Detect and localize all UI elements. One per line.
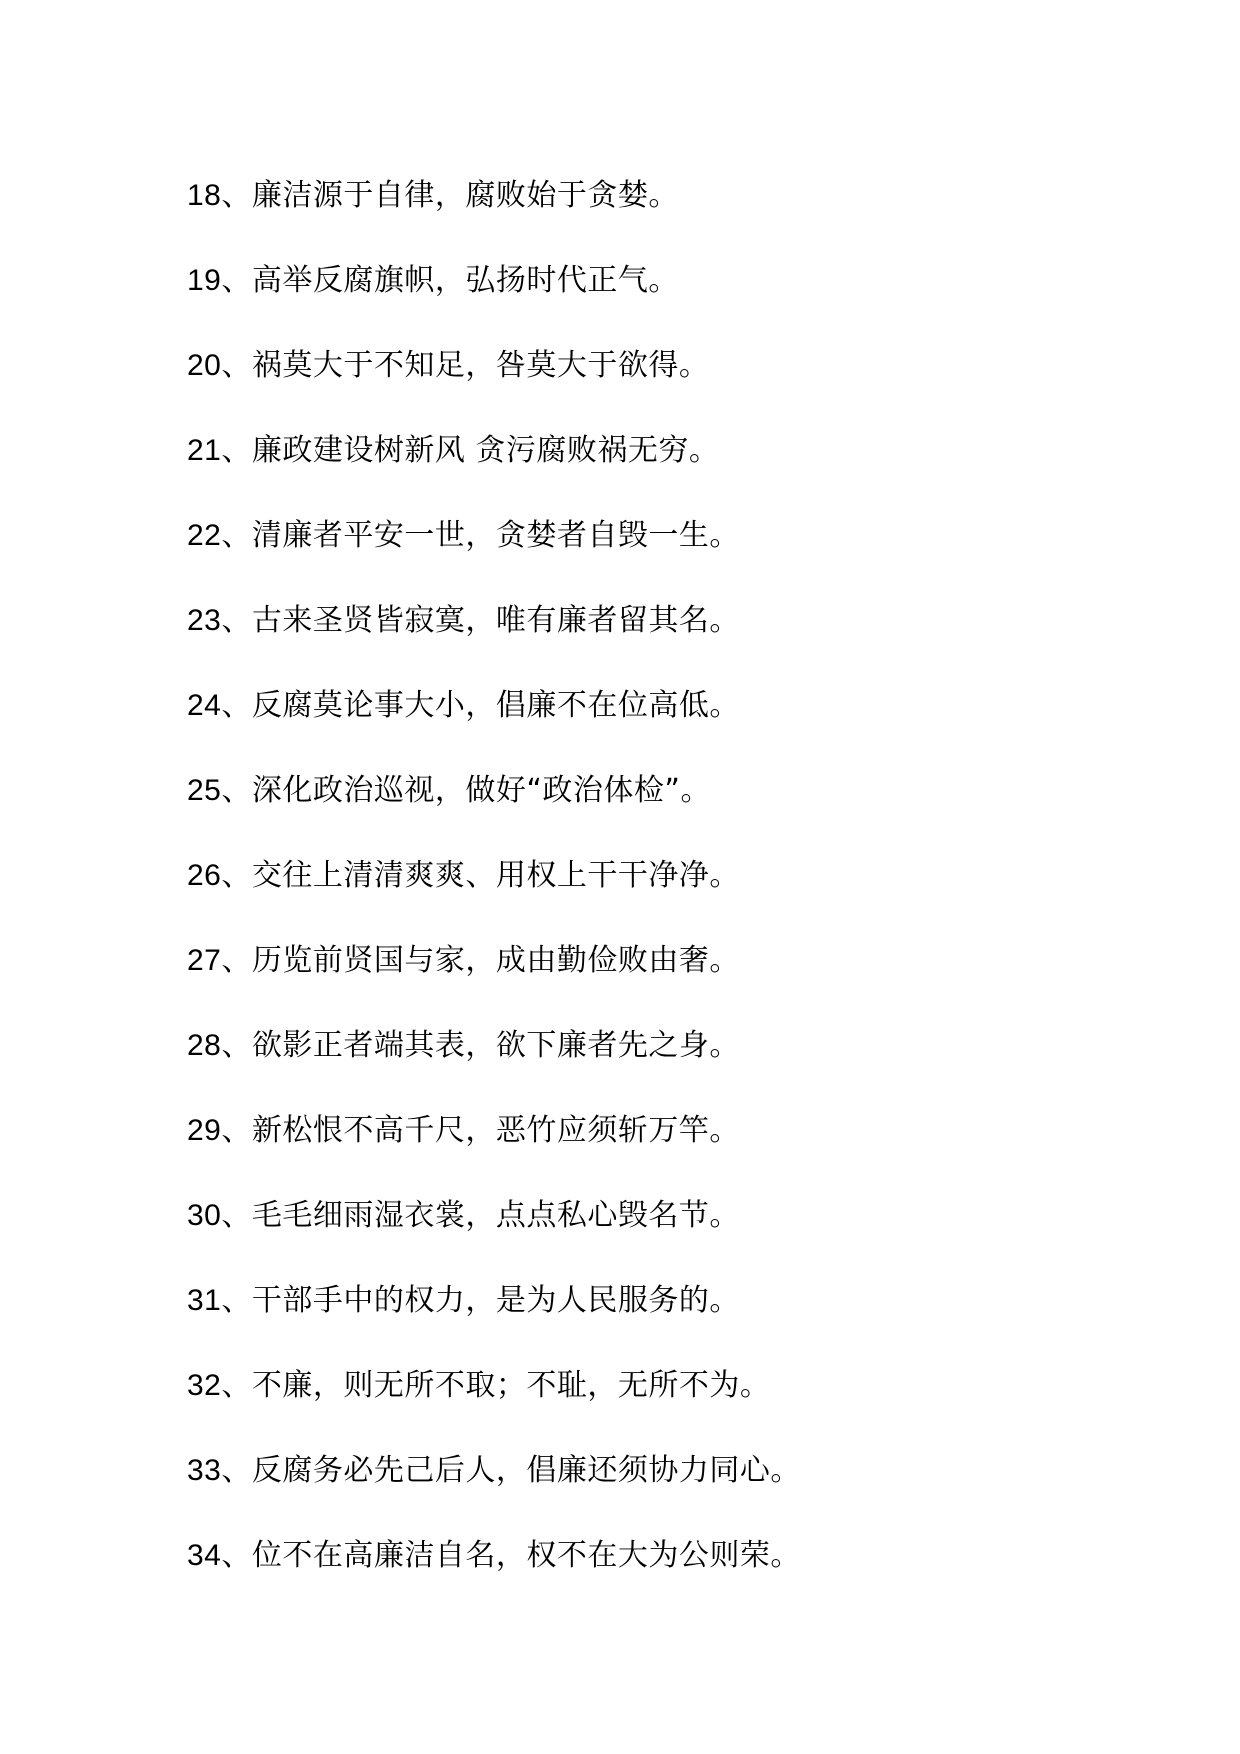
list-item <box>187 421 801 506</box>
item-number: 34 <box>187 1539 222 1572</box>
list-item <box>187 1271 801 1356</box>
list-item <box>187 166 801 251</box>
item-text: 、反腐莫论事大小，倡廉不在位高低。 <box>221 688 740 723</box>
item-text: 、深化政治巡视，做好“政治体检”。 <box>221 773 711 808</box>
item-text: 、廉洁源于自律，腐败始于贪婪。 <box>221 178 679 213</box>
item-text: 、位不在高廉洁自名，权不在大为公则荣。 <box>221 1538 801 1573</box>
item-number: 18 <box>187 179 222 212</box>
item-number: 22 <box>187 519 222 552</box>
item-number: 19 <box>187 264 222 297</box>
item-number: 24 <box>187 689 222 722</box>
item-number: 29 <box>187 1114 222 1147</box>
list-item <box>187 591 801 676</box>
item-text: 、廉政建设树新风 贪污腐败祸无穷。 <box>221 433 720 468</box>
item-text: 、清廉者平安一世，贪婪者自毁一生。 <box>221 518 740 553</box>
list-item <box>187 251 801 336</box>
item-text: 、欲影正者端其表，欲下廉者先之身。 <box>221 1028 740 1063</box>
item-number: 21 <box>187 434 222 467</box>
item-number: 28 <box>187 1029 222 1062</box>
slogan-list <box>187 166 801 1611</box>
item-number: 32 <box>187 1369 222 1402</box>
item-text: 、历览前贤国与家，成由勤俭败由奢。 <box>221 943 740 978</box>
list-item <box>187 1441 801 1526</box>
item-text: 、新松恨不高千尺，恶竹应须斩万竿。 <box>221 1113 740 1148</box>
list-item <box>187 846 801 931</box>
item-text: 、毛毛细雨湿衣裳，点点私心毁名节。 <box>221 1198 740 1233</box>
item-text: 、祸莫大于不知足，咎莫大于欲得。 <box>221 348 710 383</box>
list-item <box>187 506 801 591</box>
item-number: 23 <box>187 604 222 637</box>
item-number: 25 <box>187 774 222 807</box>
item-number: 30 <box>187 1199 222 1232</box>
item-text: 、古来圣贤皆寂寞，唯有廉者留其名。 <box>221 603 740 638</box>
list-item <box>187 336 801 421</box>
item-number: 20 <box>187 349 222 382</box>
list-item <box>187 1186 801 1271</box>
list-item <box>187 1016 801 1101</box>
item-text: 、交往上清清爽爽、用权上干干净净。 <box>221 858 740 893</box>
item-text: 、干部手中的权力，是为人民服务的。 <box>221 1283 740 1318</box>
item-number: 26 <box>187 859 222 892</box>
item-number: 33 <box>187 1454 222 1487</box>
item-text: 、不廉，则无所不取；不耻，无所不为。 <box>221 1368 771 1403</box>
list-item <box>187 1526 801 1611</box>
item-text: 、高举反腐旗帜，弘扬时代正气。 <box>221 263 679 298</box>
list-item <box>187 931 801 1016</box>
list-item <box>187 1101 801 1186</box>
list-item <box>187 761 801 846</box>
list-item <box>187 676 801 761</box>
item-number: 27 <box>187 944 222 977</box>
item-number: 31 <box>187 1284 222 1317</box>
list-item <box>187 1356 801 1441</box>
item-text: 、反腐务必先己后人，倡廉还须协力同心。 <box>221 1453 801 1488</box>
